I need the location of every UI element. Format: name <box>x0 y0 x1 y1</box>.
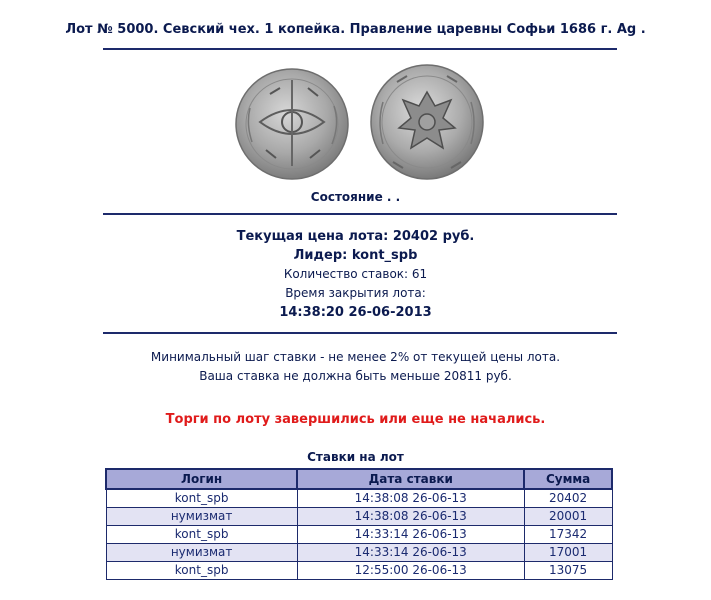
price-info <box>0 227 711 322</box>
lot-condition: Состояние . . <box>310 190 401 204</box>
table-row <box>106 562 612 580</box>
bid-rules <box>0 348 711 386</box>
bid-count: Количество ставок: 61 <box>283 267 428 281</box>
divider-middle <box>103 213 617 215</box>
leader: Лидер: kont_spb <box>293 248 418 263</box>
table-row <box>106 544 612 562</box>
auction-status: Торги по лоту завершились или еще не начались. <box>165 412 546 427</box>
table-row <box>106 508 612 526</box>
table-row <box>106 526 612 544</box>
bid-amount: 13075 <box>524 562 612 580</box>
close-time: 14:38:20 26-06-2013 <box>279 305 432 320</box>
min-step-note: Минимальный шаг ставки - не менее 2% от текущей цены лота. <box>150 350 561 364</box>
bids-header-row <box>106 469 612 489</box>
bid-amount: 17342 <box>524 526 612 544</box>
table-row <box>106 489 612 508</box>
divider-bottom <box>103 332 617 334</box>
header-amount: Сумма <box>524 469 612 489</box>
divider-top <box>103 48 617 50</box>
bid-login: kont_spb <box>106 489 297 508</box>
close-time-label: Время закрытия лота: <box>285 286 426 300</box>
bid-date: 14:33:14 26-06-13 <box>297 526 524 544</box>
bid-date: 12:55:00 26-06-13 <box>297 562 524 580</box>
bids-table <box>105 468 613 580</box>
coin-obverse-image[interactable] <box>230 58 358 186</box>
current-price: Текущая цена лота: 20402 руб. <box>236 229 475 244</box>
bid-amount: 20001 <box>524 508 612 526</box>
header-login: Логин <box>106 469 297 489</box>
bid-amount: 17001 <box>524 544 612 562</box>
bid-date: 14:38:08 26-06-13 <box>297 508 524 526</box>
bid-login: kont_spb <box>106 526 297 544</box>
bid-login: нумизмат <box>106 508 297 526</box>
coin-reverse-image[interactable] <box>363 58 491 186</box>
bid-amount: 20402 <box>524 489 612 508</box>
lot-title: Лот № 5000. Севский чех. 1 копейка. Правление царевны Софьи 1686 г. Ag . <box>65 22 646 37</box>
coin-images <box>230 58 492 186</box>
bid-date: 14:33:14 26-06-13 <box>297 544 524 562</box>
bid-login: нумизмат <box>106 544 297 562</box>
header-date: Дата ставки <box>297 469 524 489</box>
bid-date: 14:38:08 26-06-13 <box>297 489 524 508</box>
bid-login: kont_spb <box>106 562 297 580</box>
bids-caption: Ставки на лот <box>307 450 404 464</box>
min-bid-note: Ваша ставка не должна быть меньше 20811 руб. <box>199 369 512 383</box>
